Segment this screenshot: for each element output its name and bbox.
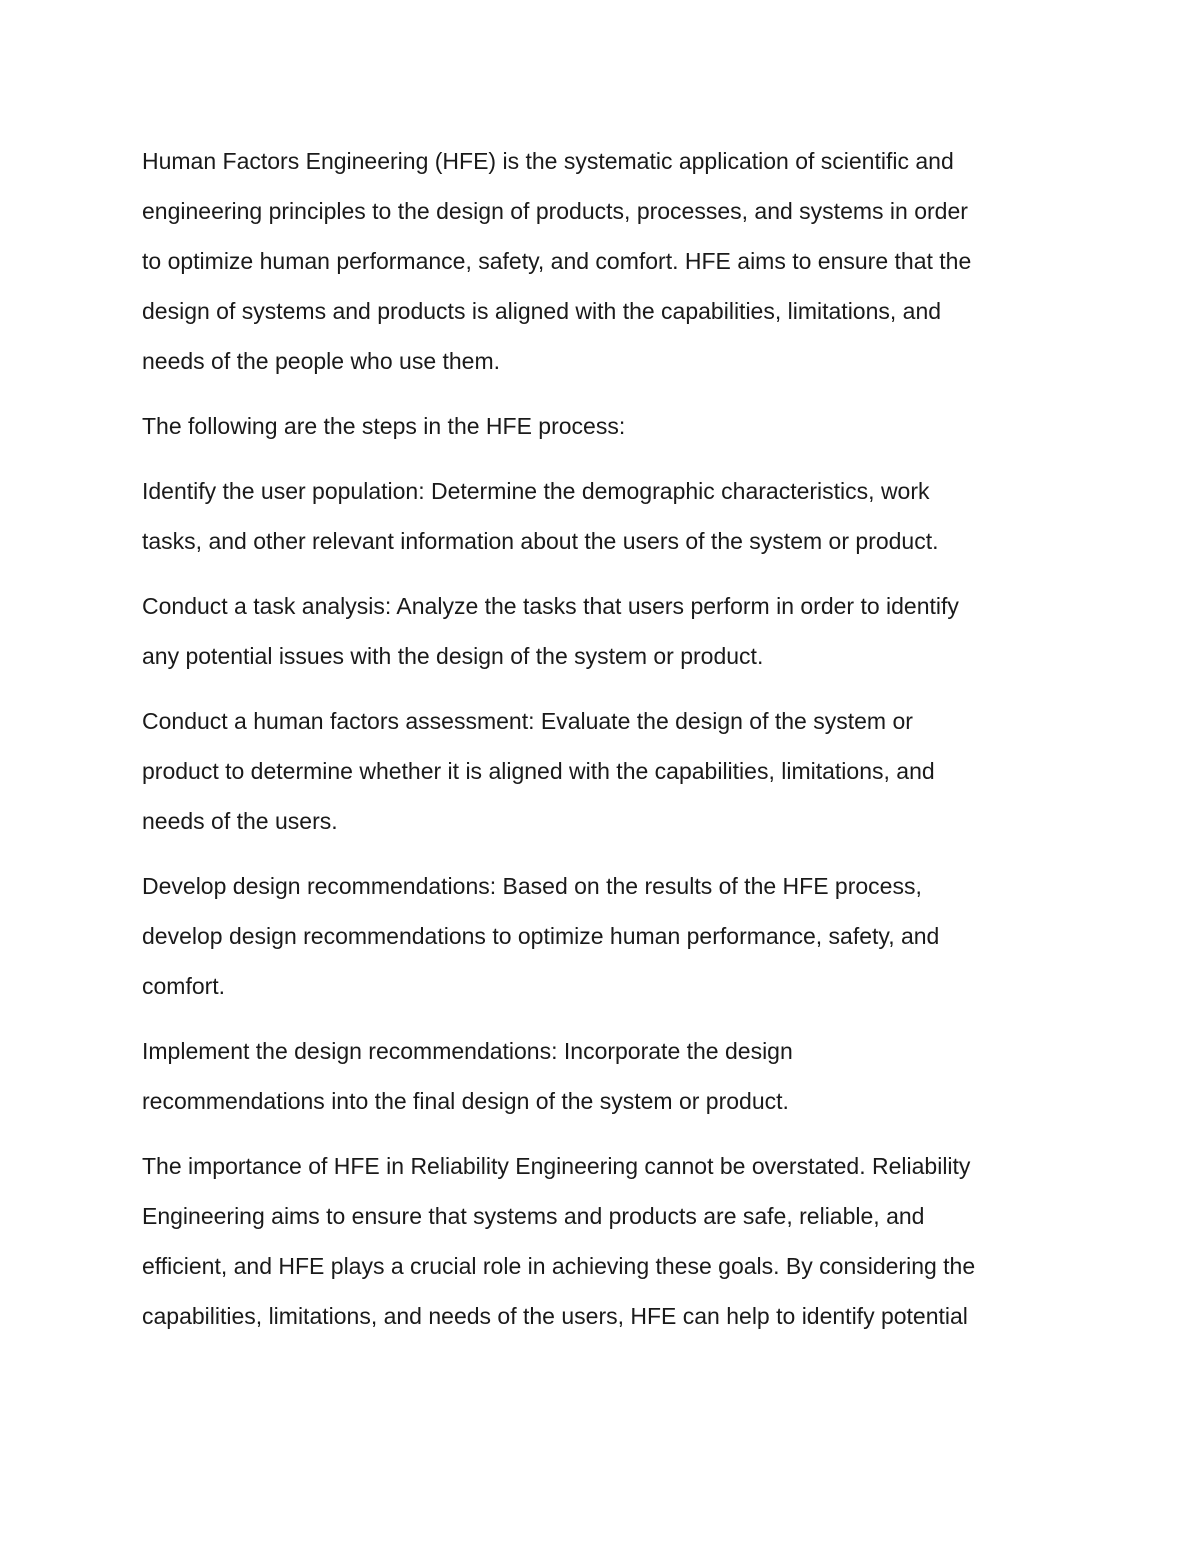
text-line: tasks, and other relevant information about the users of the system or product. [142, 528, 939, 554]
text-line: Conduct a human factors assessment: Evaluate the design of the system or [142, 708, 913, 734]
text-line: Identify the user population: Determine the demographic characteristics, work [142, 478, 930, 504]
text-line: Engineering aims to ensure that systems and products are safe, reliable, and [142, 1203, 925, 1229]
paragraph-step-identify-users [142, 466, 1062, 566]
text-line: design of systems and products is aligned with the capabilities, limitations, and [142, 298, 942, 324]
text-line: Implement the design recommendations: Incorporate the design [142, 1038, 793, 1064]
paragraph-step-recommendations [142, 861, 1062, 1011]
paragraph-step-assessment [142, 696, 1062, 846]
paragraph-steps-intro [142, 401, 1062, 451]
text-line: to optimize human performance, safety, and comfort. HFE aims to ensure that the [142, 248, 972, 274]
paragraph-hfe-definition [142, 136, 1062, 386]
text-line: capabilities, limitations, and needs of the users, HFE can help to identify potential [142, 1303, 968, 1329]
text-line: Human Factors Engineering (HFE) is the systematic application of scientific and [142, 148, 954, 174]
text-line: needs of the users. [142, 808, 338, 834]
text-line: product to determine whether it is aligned with the capabilities, limitations, and [142, 758, 935, 784]
text-line: The importance of HFE in Reliability Engineering cannot be overstated. Reliability [142, 1153, 971, 1179]
text-line: any potential issues with the design of the system or product. [142, 643, 764, 669]
paragraph-step-task-analysis [142, 581, 1062, 681]
paragraph-step-implement [142, 1026, 1062, 1126]
text-line: The following are the steps in the HFE process: [142, 413, 626, 439]
document-body [142, 136, 1062, 1356]
text-line: engineering principles to the design of products, processes, and systems in order [142, 198, 968, 224]
text-line: comfort. [142, 973, 226, 999]
text-line: develop design recommendations to optimize human performance, safety, and [142, 923, 940, 949]
paragraph-reliability-importance [142, 1141, 1062, 1341]
text-line: Conduct a task analysis: Analyze the tasks that users perform in order to identify [142, 593, 959, 619]
text-line: needs of the people who use them. [142, 348, 501, 374]
text-line: Develop design recommendations: Based on the results of the HFE process, [142, 873, 922, 899]
text-line: efficient, and HFE plays a crucial role in achieving these goals. By considering the [142, 1253, 976, 1279]
text-line: recommendations into the final design of the system or product. [142, 1088, 789, 1114]
